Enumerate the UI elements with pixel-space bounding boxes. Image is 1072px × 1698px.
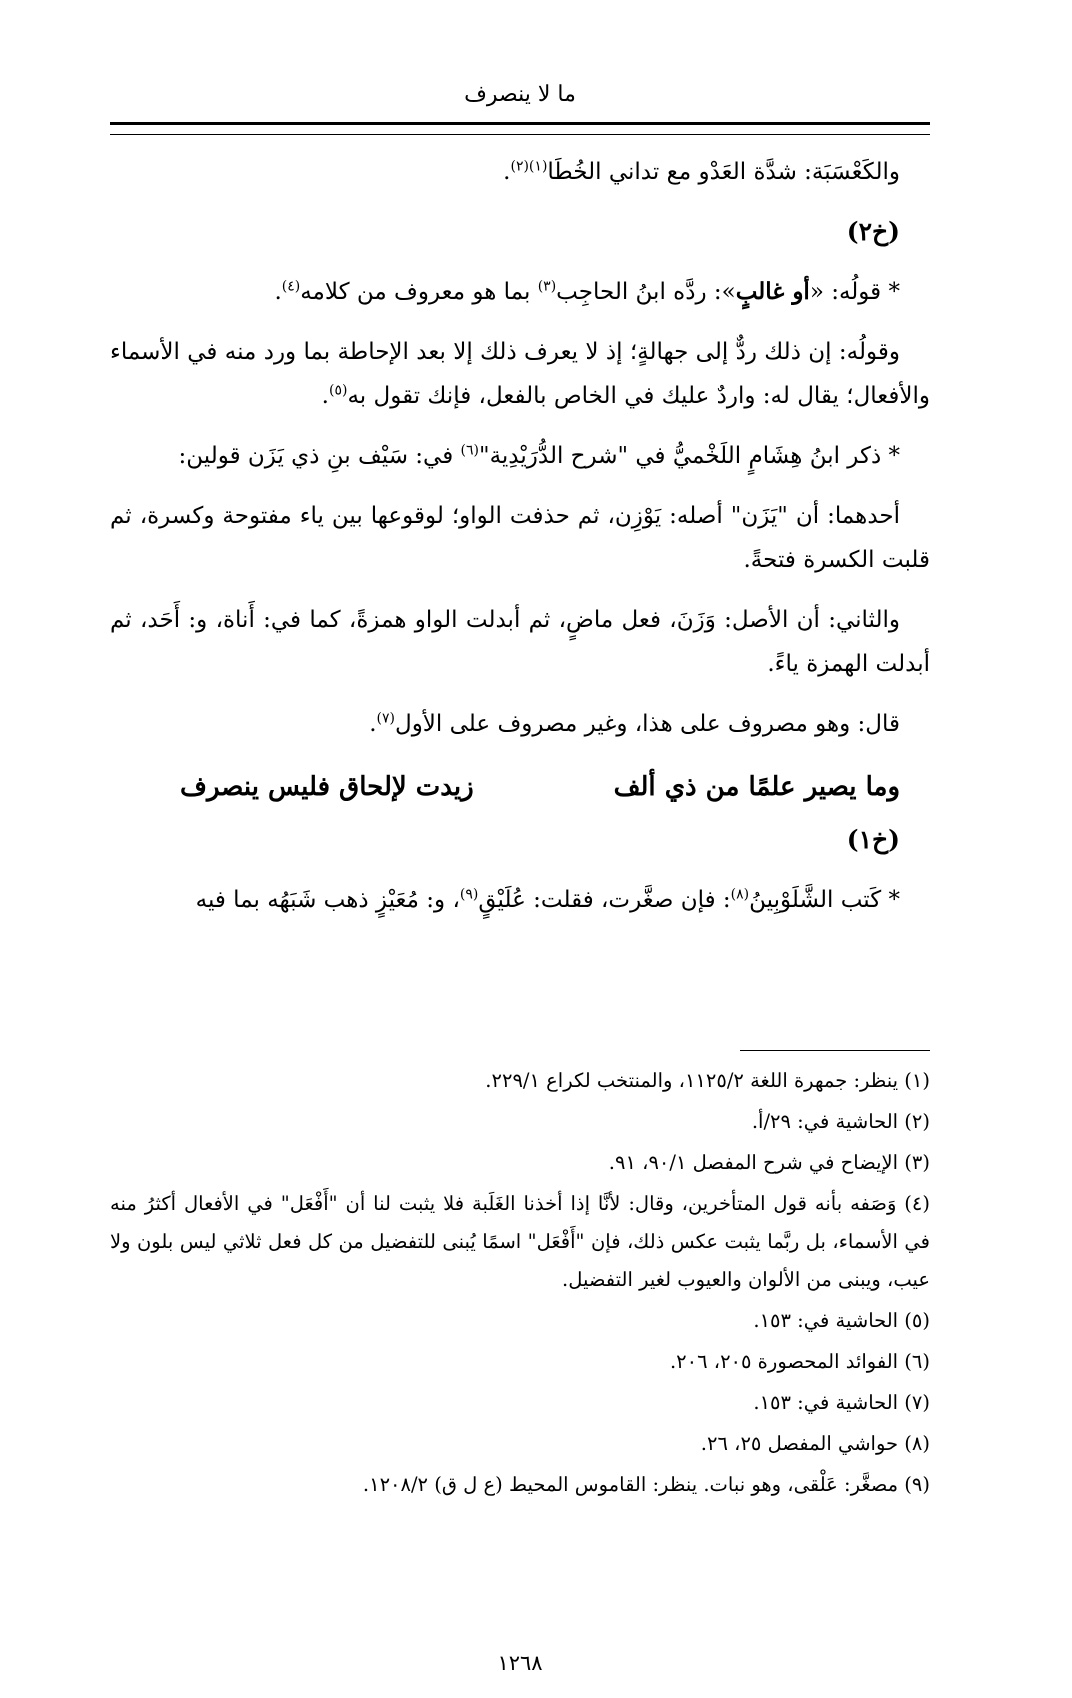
footnote: (٤) وَصَفه بأنه قول المتأخرين، وقال: لأنَّا إذا أخذنا الغَلَبة فلا يثبت لنا أن "أَفْعَل" في الأفعال أكثرُ منه في الأسماء، بل ربَّما يثبت عكس ذلك، فإن "أَفْعَل" اسمًا يُبنى للتفضيل من كل فعل ثلاثي ليس بلون ولا عيب، ويبنى من الألوان والعيوب لغير التفضيل. <box>110 1192 930 1291</box>
verse-hemistich-first: وما يصير علمًا من ذي ألف <box>613 772 900 802</box>
paragraph-6: والثاني: أن الأصل: وَزَنَ، فعل ماضٍ، ثم أبدلت الواو همزةً، كما في: أَناة، و: أَحَد، ثم أبدلت الهمزة ياءً. <box>110 607 930 677</box>
paragraph-5: أحدهما: أن "يَزَن" أصله: يَوْزِن، ثم حذفت الواو؛ لوقوعها بين ياء مفتوحة وكسرة، ثم قلبت الكسرة فتحةً. <box>110 503 930 573</box>
footnote: (١) ينظر: جمهرة اللغة ١١٢٥/٢، والمنتخب لكراع ٢٢٩/١. <box>485 1069 930 1092</box>
verse-hemistich-second: زيدت لإلحاق فليس ينصرف <box>180 772 474 802</box>
header-rule-thin <box>110 134 930 135</box>
section-marker: (خ١) <box>846 825 900 854</box>
header-rule-thick <box>110 122 930 125</box>
footnote-ref: (٨) <box>730 886 750 903</box>
footnote-ref: (١)(٢) <box>510 158 548 175</box>
footnote-ref: (٥) <box>328 382 348 399</box>
footnote: (٥) الحاشية في: ١٥٣. <box>753 1309 930 1332</box>
paragraph-8: * كَتب الشَّلَوْبِينُ$^{(٨)}$: فإن صغَّرت، فقلت: عُلَيْقٍ$^{(٩)}$، و: مُعَيْزٍ ذهب شَبَهُه بما فيه <box>195 886 900 913</box>
section-marker: (خ٢) <box>846 217 900 246</box>
footnote-ref: (٤) <box>281 278 301 295</box>
footnote: (٦) الفوائد المحصورة ٢٠٥، ٢٠٦. <box>669 1350 930 1373</box>
footnote-ref: (٣) <box>537 278 557 295</box>
paragraph-7: قال: وهو مصروف على هذا، وغير مصروف على الأول$^{(٧)}$. <box>369 710 900 737</box>
footnote-ref: (٧) <box>376 710 395 727</box>
paragraph-2: * قولُه: «أو غالبٍ»: ردَّه ابنُ الحاجِب$^{(٣)}$ بما هو معروف من كلامه$^{(٤)}$. <box>274 278 900 305</box>
footnote: (٢) الحاشية في: ٢٩/أ. <box>751 1110 930 1133</box>
footnotes <box>110 1062 930 1507</box>
paragraph-4: * ذكر ابنُ هِشَامٍ اللَخْميُّ في "شرح الدُّرَيْدِية"$^{(٦)}$ في: سَيْف بنِ ذي يَزَن قولين: <box>178 442 900 469</box>
running-header-title: ما لا ينصرف <box>464 82 576 107</box>
footnote: (٨) حواشي المفصل ٢٥، ٢٦. <box>700 1432 930 1455</box>
main-text <box>110 150 930 938</box>
quoted-term: أو غالبٍ <box>735 278 810 305</box>
footnote: (٩) مصغَّر: عَلْقى، وهو نبات. ينظر: القاموس المحيط (ع ل ق) ١٢٠٨/٢. <box>362 1473 930 1496</box>
footnote-ref: (٩) <box>459 886 479 903</box>
footnote: (٣) الإيضاح في شرح المفصل ٩٠/١، ٩١. <box>608 1151 930 1174</box>
paragraph-3: وقولُه: إن ذلك ردٌّ إلى جهالةٍ؛ إذ لا يعرف ذلك إلا بعد الإحاطة بما ورد منه في الأسماء والأفعال؛ يقال له: واردٌ عليك في الخاص بالفعل، فإنك تقول به$^{(٥)}$. <box>110 339 930 409</box>
footnote: (٧) الحاشية في: ١٥٣. <box>753 1391 930 1414</box>
footnote-separator <box>740 1050 930 1051</box>
paragraph-1: والكَعْسَبَة: شدَّة العَدْو مع تداني الخُطَا$^{(١)(٢)}$. <box>503 158 900 185</box>
page-number: ١٢٦٨ <box>497 1651 543 1675</box>
verse-line <box>180 762 900 812</box>
footnote-ref: (٦) <box>460 442 479 459</box>
